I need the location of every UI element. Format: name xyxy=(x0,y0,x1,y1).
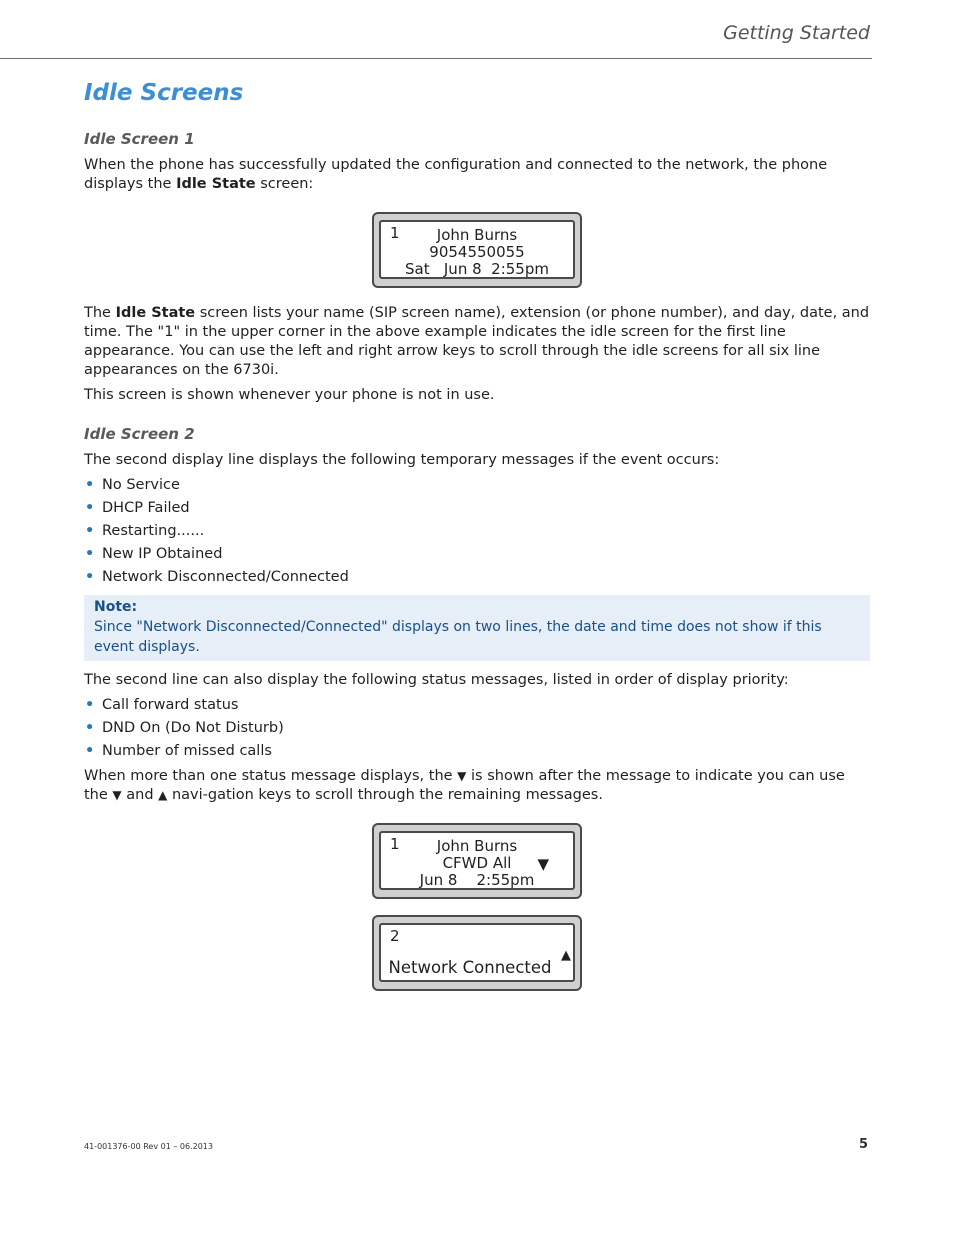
up-arrow-icon: ▲ xyxy=(561,948,571,963)
page-content xyxy=(84,80,870,991)
list-item: • Call forward status xyxy=(85,697,239,713)
note-text: Since "Network Disconnected/Connected" displays on two lines, the date and time does not show if this event displays. xyxy=(94,619,822,655)
list-item: • Network Disconnected/Connected xyxy=(85,569,349,585)
lcd-line-name: John Burns xyxy=(436,837,518,855)
list-item: • DHCP Failed xyxy=(85,500,190,516)
up-arrow-icon: ▲ xyxy=(158,788,168,802)
lcd-network-connected xyxy=(372,915,582,991)
lcd-line-network: Network Connected xyxy=(388,958,552,977)
lcd-idle-screen-1 xyxy=(372,212,582,288)
temp-messages-intro: The second display line displays the following temporary messages if the event occurs: xyxy=(84,452,720,468)
list-item: • New IP Obtained xyxy=(85,546,223,562)
lcd-line-datetime: Jun 8 2:55pm xyxy=(419,871,535,889)
down-arrow-icon: ▼ xyxy=(537,855,549,873)
list-item: • Restarting...... xyxy=(85,523,205,539)
lcd-display xyxy=(379,831,575,890)
lcd-line-name: John Burns xyxy=(436,226,518,244)
intro-paragraph: When the phone has successfully updated the configuration and connected to the network, the phone displays the Idle State screen: xyxy=(84,157,828,192)
line-number: 1 xyxy=(390,224,400,242)
navigation-paragraph: When more than one status message displays, the ▼ is shown after the message to indicate you can use the ▼ and ▲ navi-gation keys to scroll through the remaining messages. xyxy=(84,768,845,803)
lcd-line-status: CFWD All xyxy=(442,854,512,872)
temp-messages-list xyxy=(84,476,870,587)
lcd-display xyxy=(379,923,575,982)
list-item: • Number of missed calls xyxy=(85,743,272,759)
note-label: Note: xyxy=(94,599,138,615)
idle-state-note: This screen is shown whenever your phone is not in use. xyxy=(84,387,495,403)
status-messages-intro: The second line can also display the following status messages, listed in order of display priority: xyxy=(84,672,789,688)
line-number: 2 xyxy=(390,927,400,945)
section-heading-idle-screen-1: Idle Screen 1 xyxy=(84,130,195,148)
running-header: Getting Started xyxy=(723,22,870,44)
lcd-line-number: 9054550055 xyxy=(429,243,525,261)
header-rule xyxy=(0,58,872,59)
note-box xyxy=(84,595,870,661)
document-id: 41-001376-00 Rev 01 – 06.2013 xyxy=(84,1142,213,1151)
section-heading-idle-screen-2: Idle Screen 2 xyxy=(84,425,195,443)
lcd-line-datetime: Sat Jun 8 2:55pm xyxy=(404,260,549,278)
list-item: • DND On (Do Not Disturb) xyxy=(85,720,284,736)
idle-state-description: The Idle State screen lists your name (SIP screen name), extension (or phone number), and day, date, and time. The "1" in the upper corner in the above example indicates the idle screen for the first line appearance. You can use the left and right arrow keys to scroll through the idle screens for all six line appearances on the 6730i. xyxy=(84,305,870,378)
lcd-display xyxy=(379,220,575,279)
page-number: 5 xyxy=(858,1137,868,1152)
lcd-idle-screen-cfwd xyxy=(372,823,582,899)
down-arrow-icon: ▼ xyxy=(112,788,122,802)
list-item: • No Service xyxy=(85,477,180,493)
down-arrow-icon: ▼ xyxy=(457,769,467,783)
line-number: 1 xyxy=(390,835,400,853)
page-title: Idle Screens xyxy=(84,80,244,106)
status-messages-list xyxy=(84,696,870,761)
